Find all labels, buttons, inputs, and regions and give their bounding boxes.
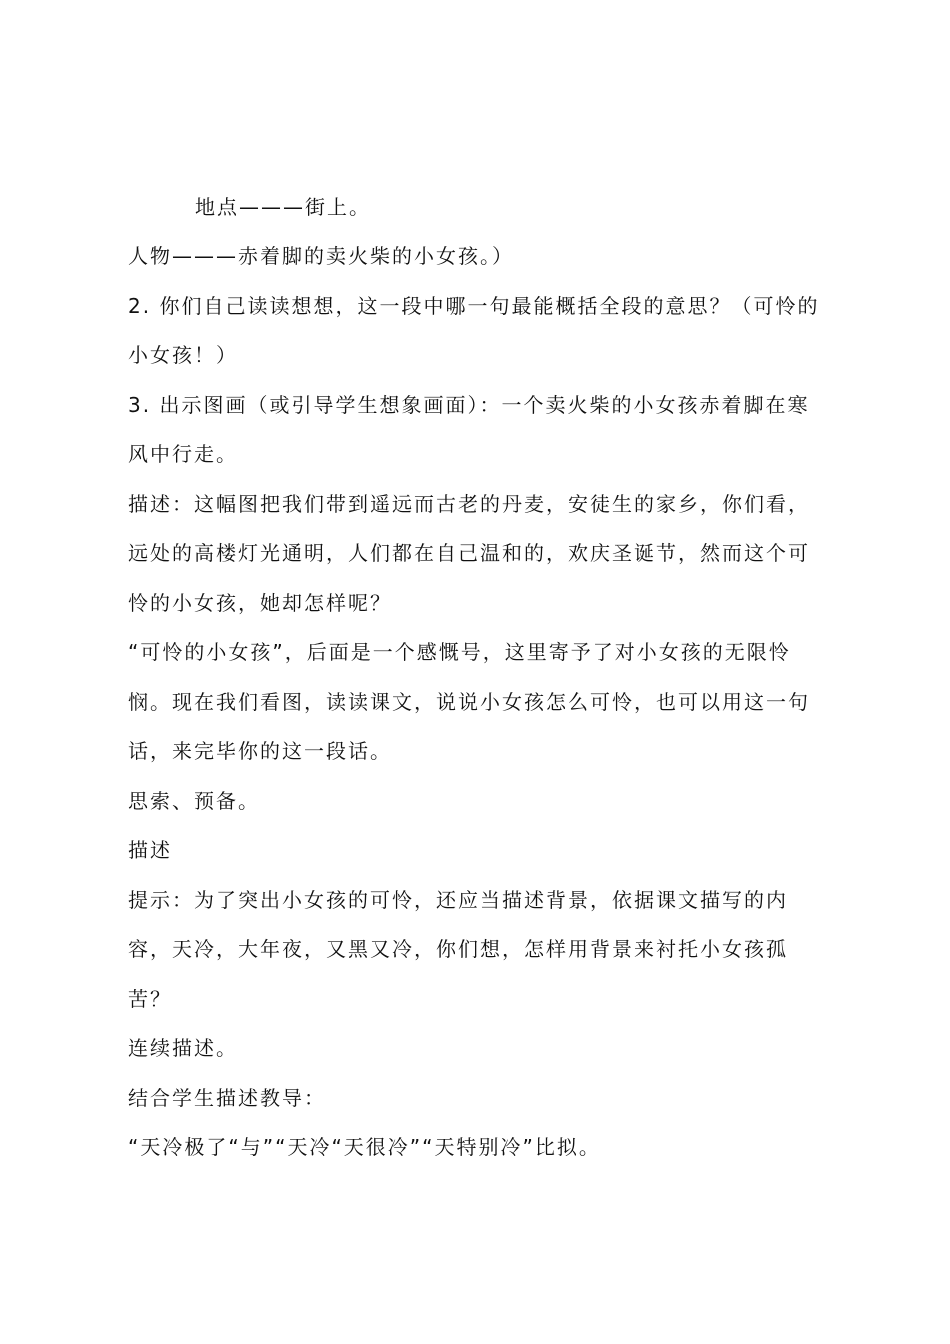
text-line-continue: 连续描述。 bbox=[128, 1036, 238, 1060]
text-line-question-2: 2. 你们自己读读想想，这一段中哪一句最能概括全段的意思？（可怜的 bbox=[128, 294, 820, 318]
text-line-step-3: 3. 出示图画（或引导学生想象画面）：一个卖火柴的小女孩赤着脚在寒 bbox=[128, 393, 810, 417]
text-line-hint-2: 容，天冷，大年夜，又黑又冷，你们想，怎样用背景来衬托小女孩孤 bbox=[128, 937, 788, 961]
text-line-pity-3: 话，来完毕你的这一段话。 bbox=[128, 739, 392, 763]
text-line-describe-3: 怜的小女孩，她却怎样呢？ bbox=[128, 591, 392, 615]
text-line-describe-1: 描述：这幅图把我们带到遥远而古老的丹麦，安徒生的家乡，你们看， bbox=[128, 492, 810, 516]
text-line-compare: “天冷极了“与”“天冷“天很冷”“天特别冷”比拟。 bbox=[128, 1135, 601, 1159]
text-line-step-3-cont: 风中行走。 bbox=[128, 442, 238, 466]
text-line-think: 思索、预备。 bbox=[128, 789, 260, 813]
text-line-pity-2: 悯。现在我们看图，读读课文，说说小女孩怎么可怜，也可以用这一句 bbox=[128, 690, 810, 714]
text-line-location: 地点———街上。 bbox=[195, 195, 371, 219]
text-line-guide: 结合学生描述教导： bbox=[128, 1086, 326, 1110]
text-line-pity-1: “可怜的小女孩”，后面是一个感慨号，这里寄予了对小女孩的无限怜 bbox=[128, 640, 791, 664]
text-line-hint-3: 苦？ bbox=[128, 987, 172, 1011]
text-line-question-2-cont: 小女孩！） bbox=[128, 343, 238, 367]
text-line-describe-2: 远处的高楼灯光通明，人们都在自己温和的，欢庆圣诞节，然而这个可 bbox=[128, 541, 810, 565]
text-line-describe-label: 描述 bbox=[128, 838, 172, 862]
text-line-hint-1: 提示：为了突出小女孩的可怜，还应当描述背景，依据课文描写的内 bbox=[128, 888, 788, 912]
text-line-characters: 人物———赤着脚的卖火柴的小女孩。） bbox=[128, 244, 514, 268]
